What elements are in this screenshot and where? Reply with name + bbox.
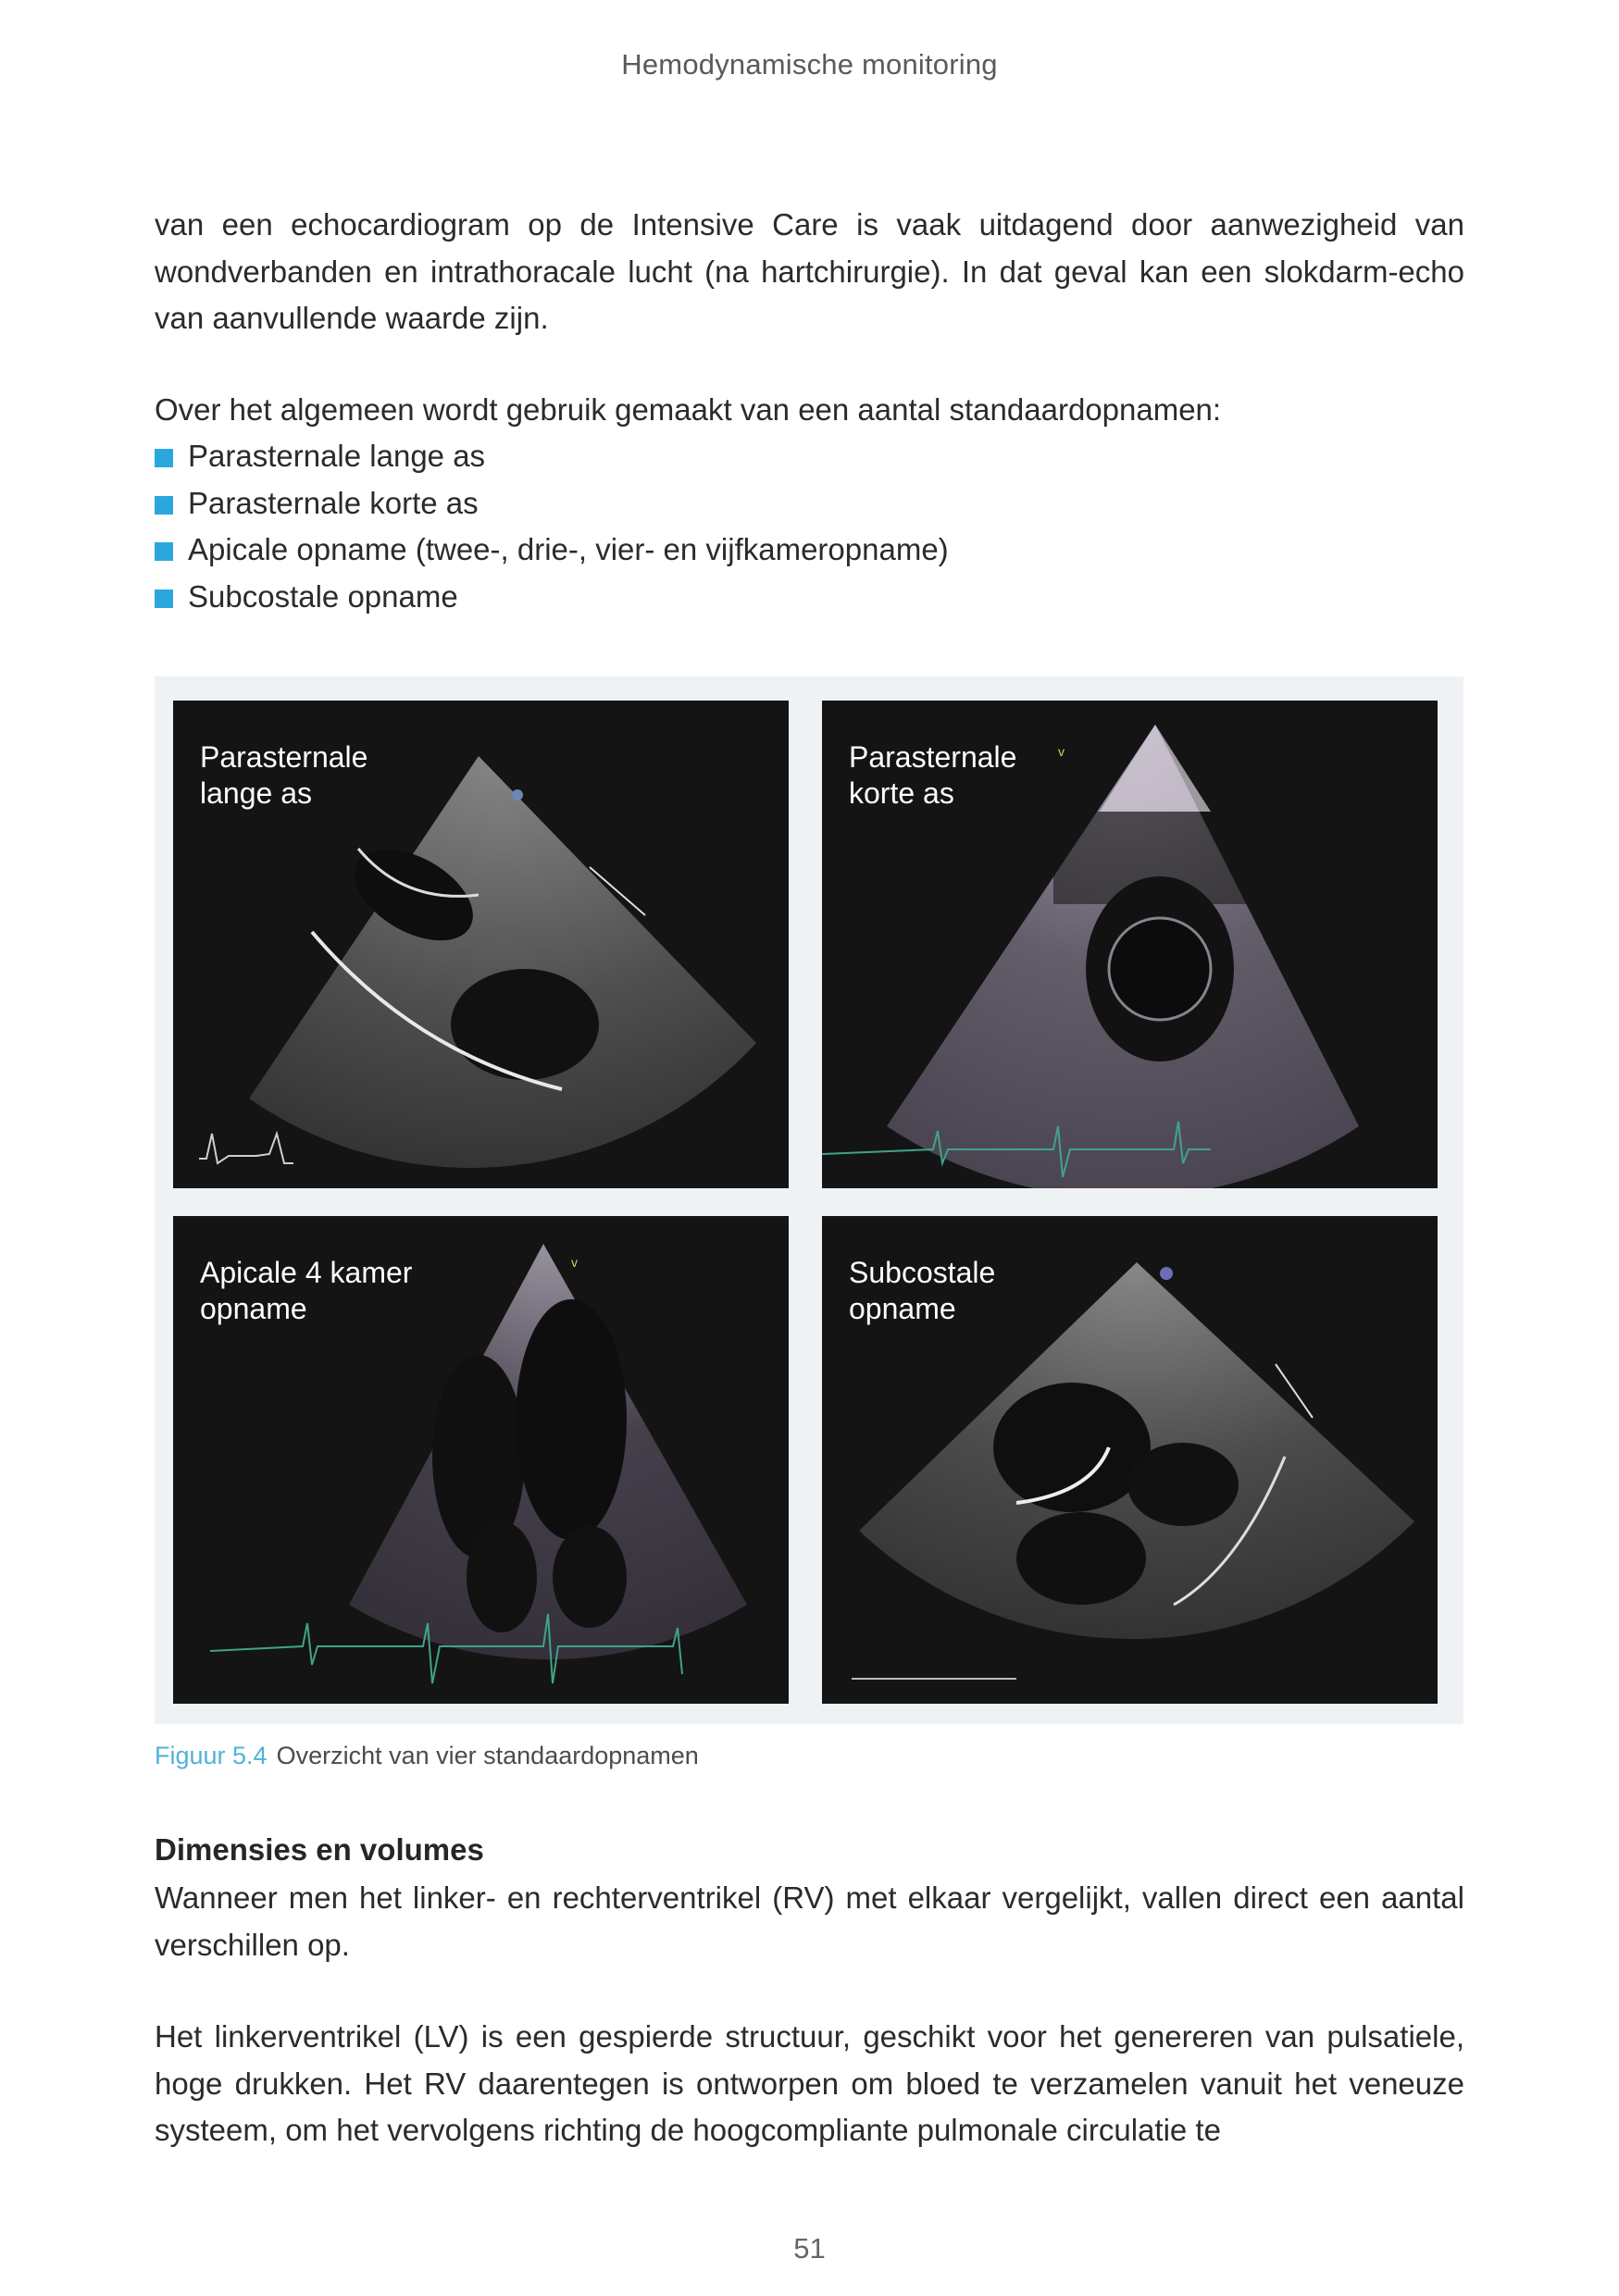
- list-item-text: Apicale opname (twee-, drie-, vier- en vijfkameropname): [188, 532, 949, 566]
- echo-panel-parasternal-short-axis: [822, 701, 1438, 1188]
- section-heading: Dimensies en volumes: [155, 1832, 484, 1867]
- list-item: [155, 433, 949, 480]
- probe-marker: v: [571, 1255, 578, 1270]
- panel-label: Parasternale lange as: [200, 740, 368, 810]
- figure-echo-views: [155, 676, 1463, 1724]
- panel-label: Parasternale korte as: [849, 740, 1017, 810]
- square-bullet-icon: [155, 496, 173, 515]
- list-item: [155, 527, 949, 574]
- panel-label: Apicale 4 kamer opname: [200, 1256, 413, 1325]
- figure-caption-text: Overzicht van vier standaardopnamen: [276, 1742, 699, 1769]
- running-header: Hemodynamische monitoring: [621, 48, 998, 81]
- list-item: [155, 480, 949, 527]
- page-number: 51: [793, 2232, 826, 2265]
- echo-panel-subcostal: [822, 1216, 1438, 1704]
- list-item-text: Parasternale lange as: [188, 439, 486, 473]
- views-bullet-list: [155, 433, 949, 620]
- square-bullet-icon: [155, 449, 173, 467]
- list-item-text: Parasternale korte as: [188, 485, 479, 520]
- list-intro-paragraph: Over het algemeen wordt gebruik gemaakt van een aantal standaardopnamen:: [155, 392, 1222, 427]
- panel-label: Subcostale opname: [849, 1256, 996, 1325]
- section-paragraph-2: Het linkerventrikel (LV) is een gespierde structuur, geschikt voor het genereren van pulsatiele, hoge drukken. Het RV daarentegen is ontworpen om bloed te verzamelen vanuit het veneuze systeem, om het vervolgens richting de hoogcompliante pulmonale circulatie te: [155, 2019, 1464, 2147]
- intro-paragraph: van een echocardiogram op de Intensive Care is vaak uitdagend door aanwezigheid van wondverbanden en intrathoracale lucht (na hartchirurgie). In dat geval kan een slokdarm-echo van aanvullende waarde zijn.: [155, 207, 1464, 335]
- figure-caption: [155, 1742, 699, 1770]
- list-item-text: Subcostale opname: [188, 578, 458, 614]
- echo-panel-parasternal-long-axis: [173, 701, 789, 1188]
- square-bullet-icon: [155, 542, 173, 561]
- list-item: [155, 574, 949, 621]
- section-paragraph-1: Wanneer men het linker- en rechterventrikel (RV) met elkaar vergelijkt, vallen direct een aantal verschillen op.: [155, 1880, 1464, 1962]
- figure-number: Figuur 5.4: [155, 1742, 268, 1769]
- echo-panel-apical-four-chamber: [173, 1216, 789, 1704]
- probe-marker: v: [1058, 744, 1065, 759]
- square-bullet-icon: [155, 590, 173, 608]
